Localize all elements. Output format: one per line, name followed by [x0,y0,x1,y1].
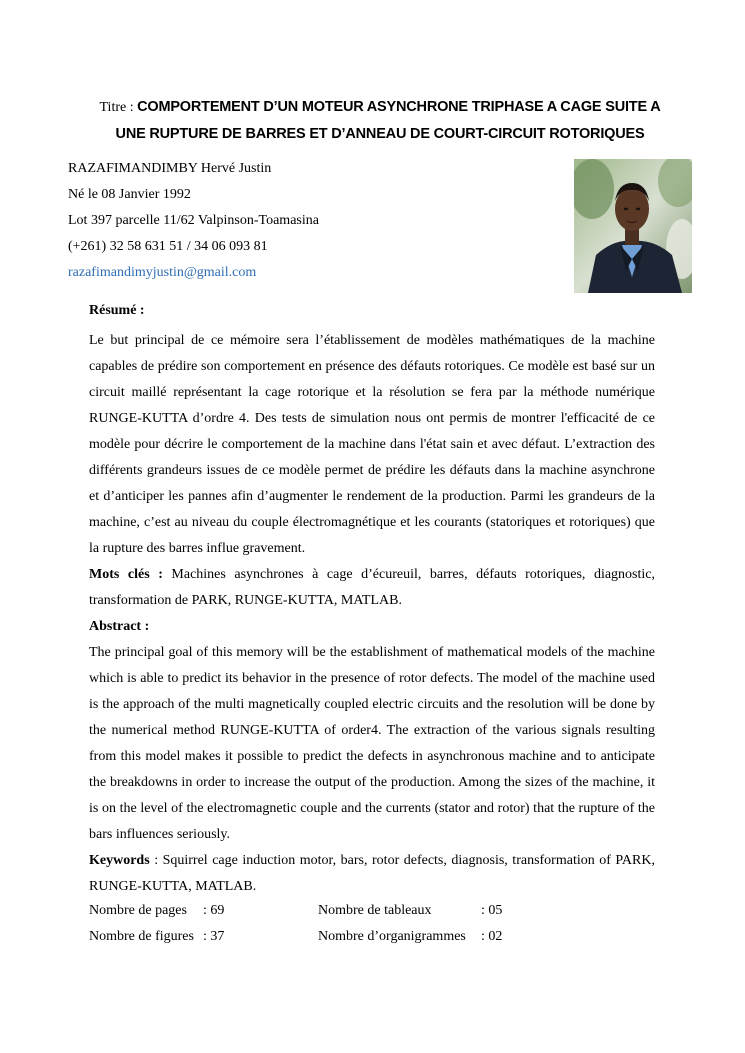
figures-value: : 37 [203,929,225,944]
stats-row-2 [89,924,655,950]
stats-row-1 [89,898,655,924]
resume-text: Le but principal de ce mémoire sera l’établissement de modèles mathématiques de la machine capables de prédire son comportement en présence des défauts rotoriques. Ce modèle est basé sur un circuit maillé représentant la cage rotorique et la résolution se fera par la méthode numérique RUNGE-KUTTA d’ordre 4. Des tests de simulation nous ont permis de montrer l'efficacité de ce modèle pour décrire le comportement de la machine dans l'état sain et avec défaut. L’extraction des différents grandeurs issues de ce modèle permet de prédire les défauts dans la machine asynchrone et d’anticiper les pannes afin d’augmenter le rendement de la production. Parmi les grandeurs de la machine, c’est au niveau du couple électromagnétique et les courants (statoriques et rotoriques) que la rupture des barres influe gravement. [89,333,655,556]
author-photo [574,159,692,293]
author-phone: (+261) 32 58 631 51 / 34 06 093 81 [68,239,268,254]
organigrammes-value: : 02 [481,929,503,944]
resume-heading: Résumé : [89,303,145,318]
author-email-link[interactable]: razafimandimyjustin@gmail.com [68,265,257,280]
organigrammes-label: Nombre d’organigrammes [318,929,466,944]
document-stats [89,898,655,950]
keywords-label: Keywords [89,853,150,868]
tables-value: : 05 [481,903,503,918]
mots-cles-paragraph [89,562,655,614]
author-address: Lot 397 parcelle 11/62 Valpinson-Toamasina [68,213,319,228]
portrait-image [574,159,692,293]
keywords-paragraph [89,848,655,900]
author-info [68,156,548,286]
title-text-line-1: COMPORTEMENT D’UN MOTEUR ASYNCHRONE TRIPHASE A CAGE SUITE A [137,99,661,115]
author-name: RAZAFIMANDIMBY Hervé Justin [68,161,272,176]
abstract-section [89,298,655,900]
pages-label: Nombre de pages [89,903,187,918]
title-text-line-2: UNE RUPTURE DE BARRES ET D’ANNEAU DE COURT-CIRCUIT ROTORIQUES [115,126,645,142]
pages-value: : 69 [203,903,225,918]
title-line-1 [60,94,700,121]
mots-cles-text: Machines asynchrones à cage d’écureuil, barres, défauts rotoriques, diagnostic, transformation de PARK, RUNGE-KUTTA, MATLAB. [89,567,655,608]
author-birth: Né le 08 Janvier 1992 [68,187,191,202]
keywords-text: : Squirrel cage induction motor, bars, rotor defects, diagnosis, transformation of PARK, RUNGE-KUTTA, MATLAB. [89,853,655,894]
mots-cles-label: Mots clés : [89,567,163,582]
figures-label: Nombre de figures [89,929,194,944]
abstract-text: The principal goal of this memory will be the establishment of mathematical models of the machine which is able to predict its behavior in the presence of rotor defects. The model of the machine used is the approach of the multi magnetically coupled electric circuits and the resolution will be done by the numerical method RUNGE-KUTTA of order4. The extraction of the various signals resulting from this model makes it possible to predict the defects in asynchronous machine and to anticipate the breakdowns in order to increase the output of the production. Among the sizes of the machine, it is on the level of the electromagnetic couple and the currents (stator and rotor) that the rupture of the bars influences seriously. [89,645,655,842]
abstract-heading: Abstract : [89,619,150,634]
tables-label: Nombre de tableaux [318,903,432,918]
title-block [60,94,700,147]
title-prefix: Titre : [99,100,138,115]
